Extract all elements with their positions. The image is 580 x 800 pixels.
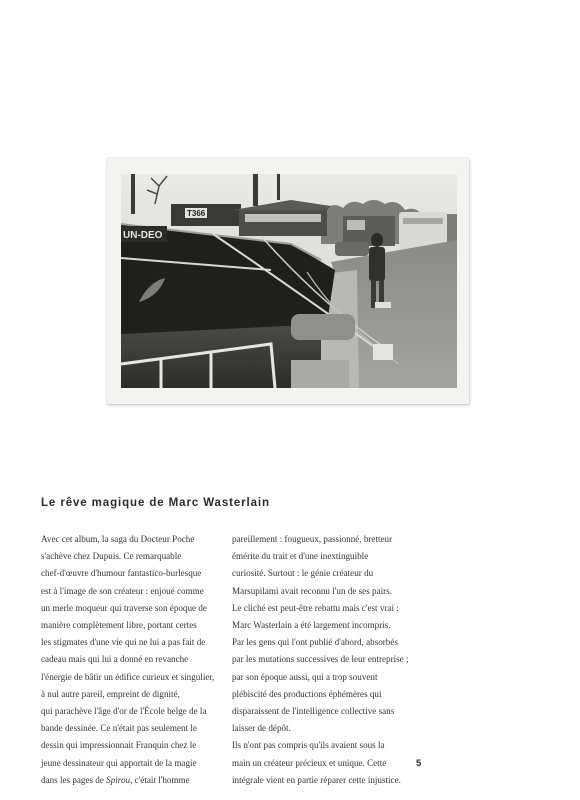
- text-line: Marsupilami avait reconnu l'un de ses pairs.: [232, 585, 392, 596]
- page-number: 5: [416, 758, 422, 769]
- text-line: Par les gens qui l'ont publié d'abord, absorbés: [232, 637, 398, 648]
- text-line: l'énergie de bâtir un édifice curieux et singulier,: [41, 671, 215, 682]
- text-line: les stigmates d'une vie qui ne lui a pas fait de: [41, 637, 206, 648]
- text-line: jeune dessinateur qui apportait de la magie: [41, 757, 197, 768]
- text-line: cadeau mais qui lui a donné en revanche: [41, 654, 189, 665]
- text-line: un merle moqueur qui traverse son époque de: [41, 602, 207, 613]
- photograph: [107, 158, 469, 404]
- text-line: Avec cet album, la saga du Docteur Poche: [41, 534, 195, 544]
- text-line: chef-d'œuvre d'humour fantastico-burlesque: [41, 568, 202, 579]
- text-line: intégrale vient en partie réparer cette injustice.: [232, 774, 401, 785]
- right-text-column: [232, 531, 437, 789]
- text-line-last: [41, 772, 246, 789]
- boat-name-text: UN-DEO: [123, 230, 163, 241]
- text-line: plébiscité des productions éphémères qui: [232, 688, 382, 699]
- text-line: bande dessinée. Ce n'était pas seulement le: [41, 723, 197, 734]
- text-line: Marc Wasterlain a été largement incompris.: [232, 620, 391, 631]
- text-line: curiosité. Surtout : le génie créateur du: [232, 568, 374, 579]
- text-line: pareillement : fougueux, passionné, bretteur: [232, 534, 393, 544]
- boat-photo-image: [121, 174, 457, 388]
- text-line: manière complètement libre, portant certes: [41, 620, 197, 631]
- text-line: par les mutations successives de leur entreprise ;: [232, 654, 409, 665]
- text-line: est à l'image de son créateur : enjoué comme: [41, 585, 204, 596]
- article-heading: Le rêve magique de Marc Wasterlain: [41, 497, 270, 509]
- text-fragment: , c'était l'homme: [130, 774, 190, 785]
- text-line: émérite du trait et d'une inextinguible: [232, 551, 369, 562]
- magazine-title: Spirou: [106, 774, 131, 785]
- left-text-column: [41, 531, 246, 789]
- text-line: qui parachève l'âge d'or de l'École belge de la: [41, 706, 207, 717]
- text-fragment: dans les pages de: [41, 774, 107, 785]
- text-line: à nul autre pareil, empreint de dignité,: [41, 688, 180, 699]
- text-line: disparaissent de l'intelligence collective sans: [232, 706, 395, 717]
- text-line: s'achève chez Dupuis. Ce remarquable: [41, 551, 182, 562]
- text-line: laisser de dépôt.: [232, 723, 291, 734]
- registration-text: T366: [187, 209, 206, 218]
- text-line: Ils n'ont pas compris qu'ils avaient sous la: [232, 740, 385, 751]
- text-line: main un créateur précieux et unique. Cette: [232, 757, 387, 768]
- text-line: par son époque aussi, qui a trop souvent: [232, 671, 378, 682]
- text-line: Le cliché est peut-être rebattu mais c'est vrai :: [232, 602, 399, 613]
- text-line: dessin qui impressionnait Franquin chez le: [41, 740, 197, 751]
